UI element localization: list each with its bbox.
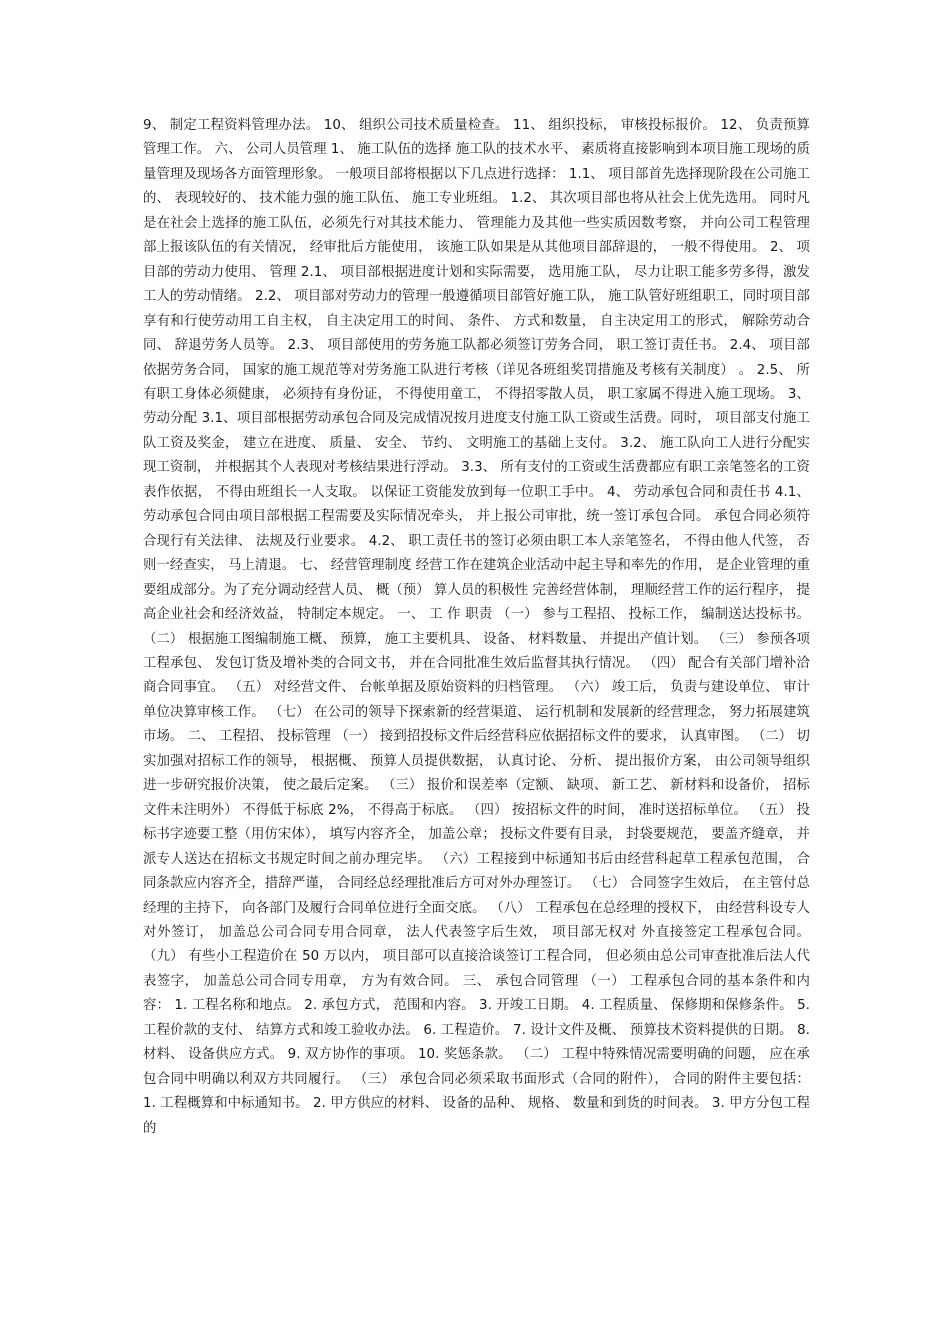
document-page (143, 114, 810, 1224)
document-body-text: 9、 制定工程资料管理办法。 10、 组织公司技术质量检查。 11、 组织投标， 审核投标报价。 12、 负责预算管理工作。 六、 公司人员管理 1、 施工队伍的选择 施工队的技术水平、 素质将直接影响到本项目施工现场的质量管理及现场各方面管理形象。 一般项目部将根据以下几点进行选择： 1.1、 项目部首先选择现阶段在公司施工的、 表现较好的、 技术能力强的施工队伍、 施工专业班组。 1.2、 其次项目部也将从社会上优先选用。 同时凡是在社会上选择的施工队伍，必须先行对其技术能力、 管理能力及其他一些实质因数考察， 并向公司工程管理部上报该队伍的有关情况， 经审批后方能使用， 该施工队如果是从其他项目部辞退的， 一般不得使用。 2、 项目部的劳动力使用、 管理 2.1、 项目部根据进度计划和实际需要， 选用施工队， 尽力让职工能多劳多得，激发工人的劳动情绪。 2.2、 项目部对劳动力的管理一般遵循项目部管好施工队， 施工队管好班组职工，同时项目部享有和行使劳动用工自主权， 自主决定用工的时间、 条件、 方式和数量， 自主决定用工的形式， 解除劳动合同、 辞退劳务人员等。 2.3、 项目部使用的劳务施工队都必须签订劳务合同， 职工签订责任书。 2.4、 项目部依据劳务合同， 国家的施工规范等对劳务施工队进行考核（详见各班组奖罚措施及考核有关制度） 。 2.5、 所有职工身体必须健康， 必须持有身份证， 不得使用童工， 不得招零散人员， 职工家属不得进入施工现场。 3、 劳动分配 3.1、项目部根据劳动承包合同及完成情况按月进度支付施工队工资或生活费。同时， 项目部支付施工队工资及奖金， 建立在进度、 质量、 安全、 节约、 文明施工的基础上支付。 3.2、 施工队向工人进行分配实现工资制， 并根据其个人表现对考核结果进行浮动。 3.3、 所有支付的工资或生活费都应有职工亲笔签名的工资表作依据， 不得由班组长一人支取。 以保证工资能发放到每一位职工手中。 4、 劳动承包合同和责任书 4.1、 劳动承包合同由项目部根据工程需要及实际情况牵头， 并上报公司审批，统一签订承包合同。 承包合同必须符合现行有关法律、 法规及行业要求。 4.2、 职工责任书的签订必须由职工本人亲笔签名， 不得由他人代签， 否则一经查实， 马上清退。 七、 经营管理制度 经营工作在建筑企业活动中起主导和率先的作用， 是企业管理的重要组成部分。为了充分调动经营人员、 概（预） 算人员的积极性 完善经营体制， 理顺经营工作的运行程序， 提高企业社会和经济效益， 特制定本规定。 一、 工 作 职责 （一） 参与工程招、 投标工作， 编制送达投标书。 （二） 根据施工图编制施工概、 预算， 施工主要机具、 设备、 材料数量、 并提出产值计划。 （三） 参预各项工程承包、 发包订货及增补类的合同文书， 并在合同批准生效后监督其执行情况。 （四） 配合有关部门增补洽商合同事宜。 （五） 对经营文件、 台帐单据及原始资料的归档管理。 （六） 竣工后， 负责与建设单位、 审计单位决算审核工作。 （七） 在公司的领导下探索新的经营渠道、 运行机制和发展新的经营理念， 努力拓展建筑市场。 二、 工程招、 投标管理 （一） 接到招投标文件后经营科应依据招标文件的要求， 认真审图。 （二） 切实加强对招标工作的领导， 根据概、 预算人员提供数据， 认真讨论、 分析、 提出报价方案， 由公司领导组织进一步研究报价决策， 使之最后定案。 （三） 报价和误差率（定额、 缺项、 新工艺、 新材料和设备价， 招标文件未注明外） 不得低于标底 2%， 不得高于标底。 （四） 按招标文件的时间， 准时送招标单位。 （五） 投标书字迹要工整（用仿宋体）， 填写内容齐全， 加盖公章； 投标文件要有目录， 封袋要规范， 要盖齐缝章， 并派专人送达在招标文书规定时间之前办理完毕。 （六）工程接到中标通知书后由经营科起草工程承包范围， 合同条款应内容齐全，措辞严谨， 合同经总经理批准后方可对外办理签订。 （七） 合同签字生效后， 在主管付总经理的主持下， 向各部门及履行合同单位进行全面交底。 （八） 工程承包在总经理的授权下， 由经营科设专人对外签订， 加盖总公司合同专用合同章， 法人代表签字后生效， 项目部无权对 外直接签定工程承包合同。 （九） 有些小工程造价在 50 万以内， 项目部可以直接洽谈签订工程合同， 但必须由总公司审查批准后法人代表签字， 加盖总公司合同专用章， 方为有效合同。 三、 承包合同管理 （一） 工程承包合同的基本条件和内容： 1. 工程名称和地点。 2. 承包方式， 范围和内容。 3. 开竣工日期。 4. 工程质量、 保修期和保修条件。 5. 工程价款的支付、 结算方式和竣工验收办法。 6. 工程造价。 7. 设计文件及概、 预算技术资料提供的日期。 8. 材料、 设备供应方式。 9. 双方协作的事项。 10. 奖惩条款。 （二） 工程中特殊情况需要明确的问题， 应在承包合同中明确以利双方共同履行。 （三） 承包合同必须采取书面形式（合同的附件）， 合同的附件主要包括： 1. 工程概算和中标通知书。 2. 甲方供应的材料、 设备的品种、 规格、 数量和到货的时间表。 3. 甲方分包工程的 (143, 118, 810, 1136)
